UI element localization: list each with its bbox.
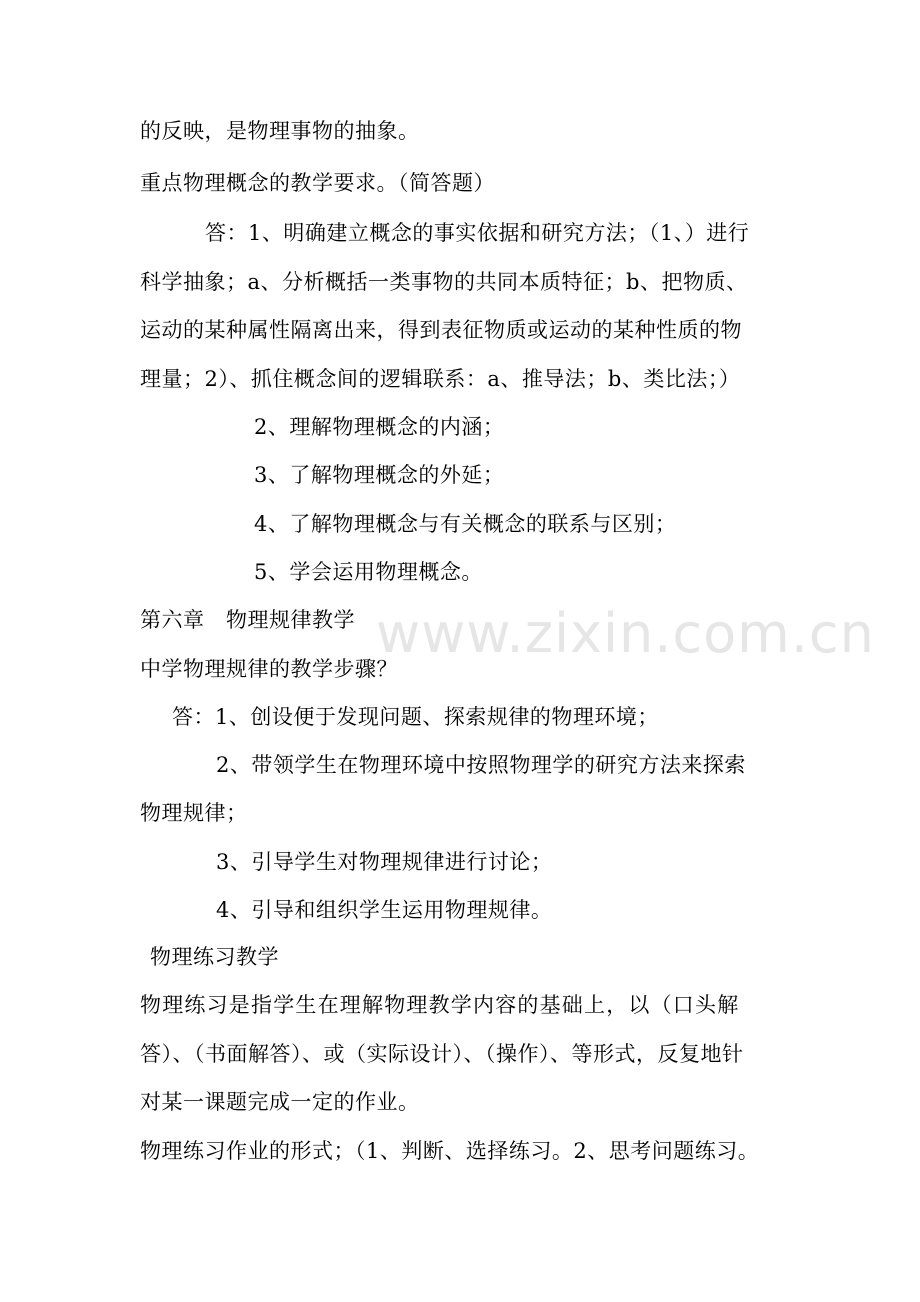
list-item: 5、学会运用物理概念。 [254, 560, 483, 584]
text-line: 理量；2）、抓住概念间的逻辑联系：a、推导法；b、类比法；） [140, 367, 741, 391]
list-item: 3、引导学生对物理规律进行讨论； [216, 850, 553, 874]
text-line: 物理练习是指学生在理解物理教学内容的基础上，以（口头解 [140, 993, 740, 1017]
answer-line: 答：1、明确建立概念的事实依据和研究方法；（1、）进行 [205, 221, 750, 245]
question-heading: 中学物理规律的教学步骤？ [140, 657, 398, 681]
list-item: 4、引导和组织学生运用物理规律。 [216, 898, 553, 922]
text-line: 物理练习作业的形式；（1、判断、选择练习。2、思考问题练习。 [140, 1139, 760, 1163]
list-item: 3、了解物理概念的外延； [254, 463, 505, 487]
text-line: 对某一课题完成一定的作业。 [140, 1090, 420, 1114]
watermark: www.zixin.com.cn [376, 602, 875, 665]
question-heading: 重点物理概念的教学要求。（简答题） [140, 171, 495, 195]
answer-line: 答：1、创设便于发现问题、探索规律的物理环境； [172, 705, 659, 729]
list-item: 2、理解物理概念的内涵； [254, 415, 505, 439]
list-item: 2、带领学生在物理环境中按照物理学的研究方法来探索 [216, 753, 746, 777]
text-line: 答）、（书面解答）、或（实际设计）、（操作）、等形式，反复地针 [140, 1042, 744, 1066]
list-item: 4、了解物理概念与有关概念的联系与区别； [254, 512, 677, 536]
text-line: 物理规律； [140, 801, 248, 825]
text-line: 运动的某种属性隔离出来，得到表征物质或运动的某种性质的物 [140, 318, 742, 342]
chapter-heading: 第六章 物理规律教学 [140, 608, 355, 632]
text-line: 科学抽象；a、分析概括一类事物的共同本质特征；b、把物质、 [140, 270, 748, 294]
text-line: 的反映，是物理事物的抽象。 [140, 119, 420, 143]
section-heading: 物理练习教学 [150, 945, 279, 969]
